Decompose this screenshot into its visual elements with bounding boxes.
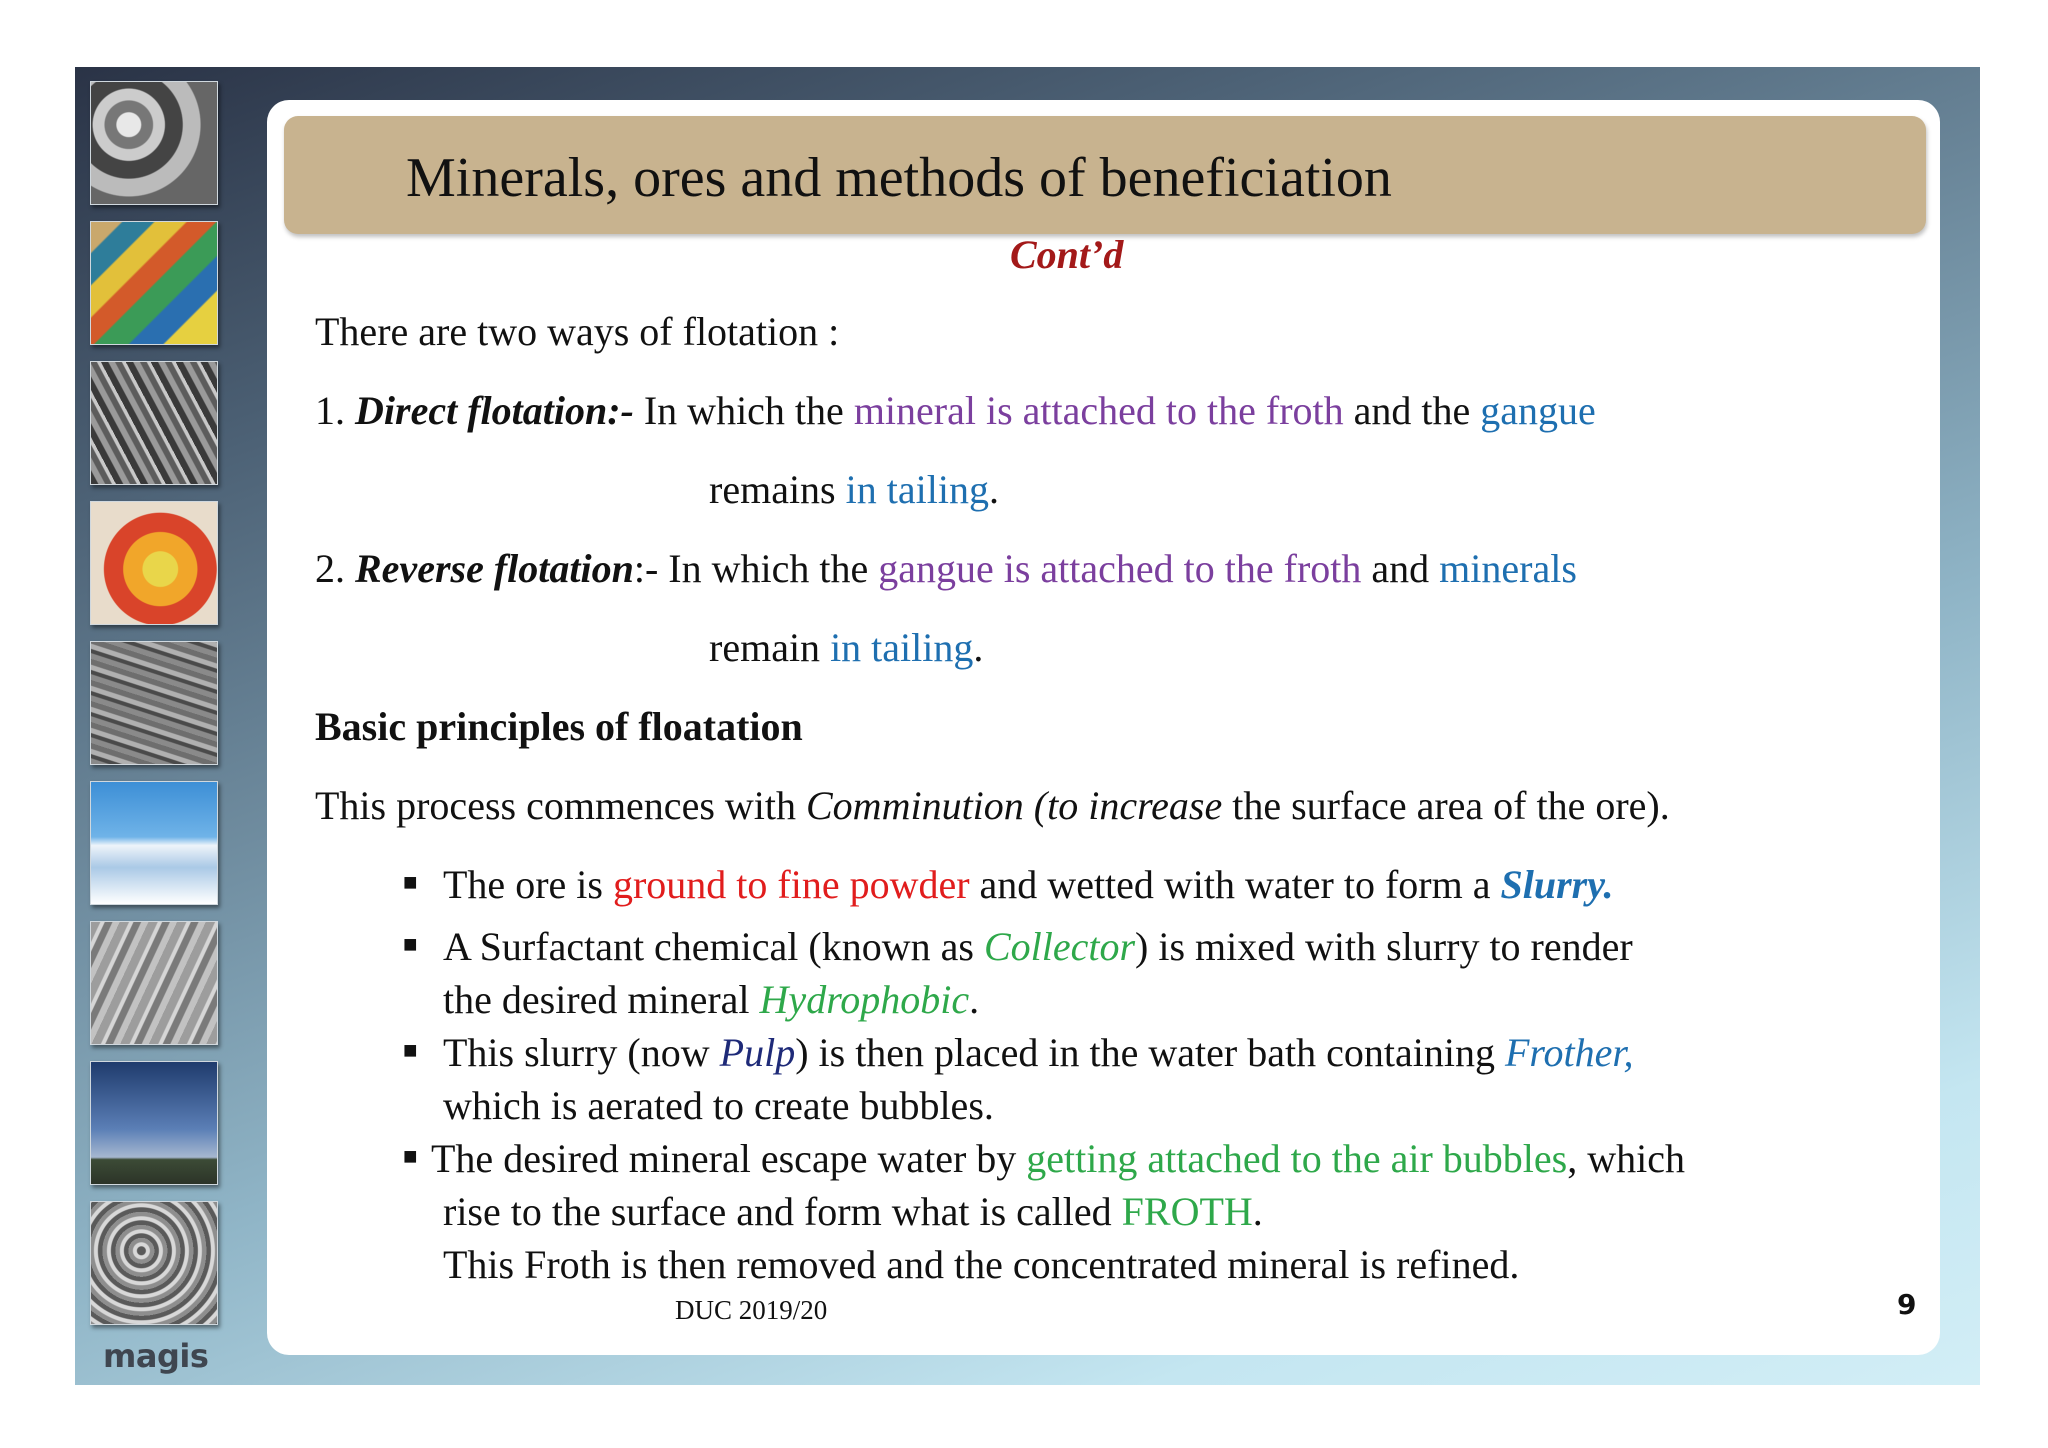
slurry-term: Slurry. bbox=[1500, 862, 1614, 907]
heat-cube-image bbox=[90, 501, 218, 625]
highlight-text: minerals bbox=[1439, 546, 1577, 591]
pulp-term: Pulp bbox=[719, 1030, 796, 1075]
highlight-text: gangue is attached to the froth bbox=[878, 546, 1362, 591]
highlight-text: mineral is attached to the froth bbox=[853, 388, 1344, 433]
hydrophobic-term: Hydrophobic bbox=[759, 977, 970, 1022]
highlight-text: in tailing bbox=[830, 625, 974, 670]
airplane-image bbox=[90, 781, 218, 905]
magis-logo: magis bbox=[103, 1337, 209, 1375]
section-heading: Basic principles of floatation bbox=[315, 704, 803, 749]
frother-term: Frother, bbox=[1504, 1030, 1634, 1075]
bullet-continuation: which is aerated to create bubbles. bbox=[443, 1083, 994, 1128]
simulation-block-image bbox=[90, 221, 218, 345]
particle-micrograph-image bbox=[90, 1201, 218, 1325]
bullet-item: The desired mineral escape water by getting attached to the air bubbles, which bbox=[431, 1136, 1685, 1181]
wind-turbine-image bbox=[90, 1061, 218, 1185]
froth-term: FROTH bbox=[1121, 1189, 1253, 1234]
direct-flotation-line: 1. Direct flotation:- In which the mineral is attached to the froth and the gangue bbox=[315, 388, 1596, 433]
slide-title: Minerals, ores and methods of beneficiation bbox=[406, 147, 1392, 209]
title-bar bbox=[284, 116, 1926, 234]
bullet-continuation: This Froth is then removed and the concentrated mineral is refined. bbox=[443, 1242, 1520, 1287]
highlight-text: gangue bbox=[1480, 388, 1596, 433]
collector-term: Collector bbox=[983, 924, 1136, 969]
direct-flotation-continuation: remains in tailing. bbox=[709, 467, 999, 512]
fiber-micrograph-image bbox=[90, 361, 218, 485]
highlight-text: ground to fine powder bbox=[612, 862, 970, 907]
bullet-item: This slurry (now Pulp) is then placed in the water bath containing Frother, bbox=[443, 1030, 1634, 1075]
square-bullet-icon: ■ bbox=[403, 1144, 418, 1170]
reverse-flotation-continuation: remain in tailing. bbox=[709, 625, 984, 670]
reverse-flotation-line: 2. Reverse flotation:- In which the gangue is attached to the froth and minerals bbox=[315, 546, 1577, 591]
bullet-item: The ore is ground to fine powder and wetted with water to form a Slurry. bbox=[443, 862, 1614, 907]
process-line: This process commences with Comminution (to increase the surface area of the ore). bbox=[315, 783, 1670, 828]
page-number: 9 bbox=[1897, 1288, 1917, 1321]
item-number: 2. bbox=[315, 546, 355, 591]
bullet-continuation: rise to the surface and form what is called FROTH. bbox=[443, 1189, 1263, 1234]
reverse-flotation-term: Reverse flotation bbox=[355, 546, 634, 591]
highlight-text: getting attached to the air bubbles bbox=[1026, 1136, 1568, 1181]
sidebar-thumbnails bbox=[90, 81, 220, 1341]
square-bullet-icon: ■ bbox=[403, 1038, 418, 1064]
footer-text: DUC 2019/20 bbox=[675, 1295, 828, 1325]
direct-flotation-term: Direct flotation:- bbox=[355, 388, 634, 433]
slide-subtitle: Cont’d bbox=[1010, 232, 1124, 277]
bullet-item: A Surfactant chemical (known as Collector) is mixed with slurry to render bbox=[443, 924, 1633, 969]
item-number: 1. bbox=[315, 388, 355, 433]
bullet-continuation: the desired mineral Hydrophobic. bbox=[443, 977, 980, 1022]
fracture-micrograph-image bbox=[90, 921, 218, 1045]
highlight-text: in tailing bbox=[845, 467, 989, 512]
square-bullet-icon: ■ bbox=[403, 932, 418, 958]
square-bullet-icon: ■ bbox=[403, 870, 418, 896]
intro-line: There are two ways of flotation : bbox=[315, 309, 840, 354]
turbine-image bbox=[90, 81, 218, 205]
content-panel bbox=[267, 100, 1940, 1355]
grain-micrograph-image bbox=[90, 641, 218, 765]
